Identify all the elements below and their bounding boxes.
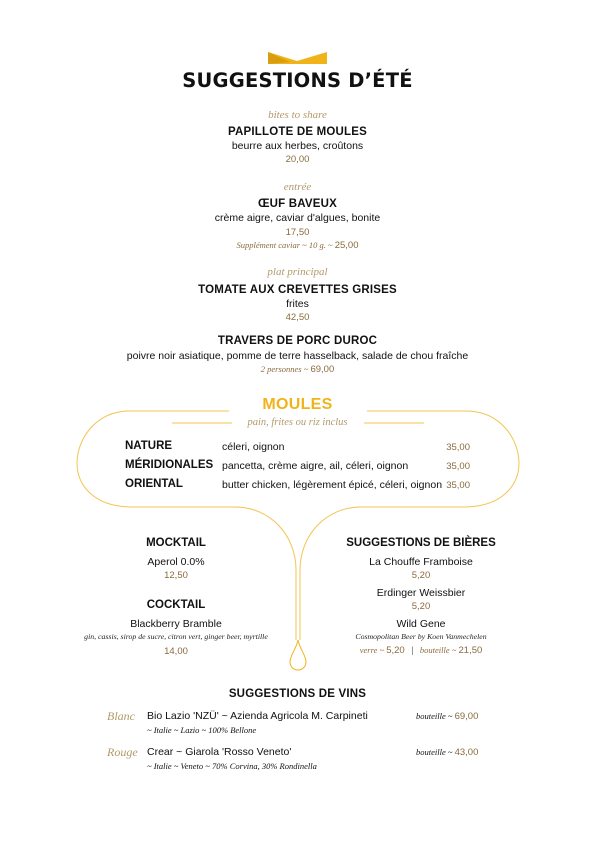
moules-row-desc: pancetta, crème aigre, ail, céleri, oignon — [222, 460, 409, 472]
section-bites-label: bites to share — [268, 109, 327, 121]
wine-price — [416, 747, 478, 758]
wine-price-value: 43,00 — [454, 747, 479, 758]
dish-papillote-price: 20,00 — [285, 154, 310, 165]
moules-title: MOULES — [262, 396, 333, 413]
dish-oeuf-desc: crème aigre, caviar d'algues, bonite — [214, 212, 381, 224]
wine-color: Blanc — [107, 709, 135, 723]
dish-tomate-name: TOMATE AUX CREVETTES GRISES — [198, 284, 397, 296]
dish-oeuf-price: 17,50 — [285, 227, 310, 238]
dish-papillote-name: PAPILLOTE DE MOULES — [227, 126, 368, 138]
moules-row-price: 35,00 — [446, 461, 470, 472]
travers-note-price: 69,00 — [310, 364, 335, 375]
wine-name: Crear ~ Giarola 'Rosso Veneto' — [147, 746, 292, 758]
moules-row-name: NATURE — [125, 440, 173, 452]
moules-row-desc: céleri, oignon — [222, 441, 285, 453]
wine-name: Bio Lazio 'NZÜ' ~ Azienda Agricola M. Carpineti — [147, 710, 368, 722]
dish-tomate-price: 42,50 — [285, 312, 310, 323]
wine-price — [416, 711, 478, 722]
gold-bowtie-icon — [268, 52, 327, 64]
bouteille-label: bouteille ~ — [419, 645, 457, 655]
dish-tomate-desc: frites — [286, 298, 309, 310]
drop-icon — [290, 640, 306, 670]
wine-price-value: 69,00 — [454, 711, 479, 722]
cocktail-name: Blackberry Bramble — [130, 618, 222, 630]
supplement-text: Supplément caviar ~ 10 g. ~ — [236, 240, 333, 250]
beer-name: Erdinger Weissbier — [376, 587, 466, 599]
moules-row-name: ORIENTAL — [125, 478, 183, 490]
moules-row-price: 35,00 — [446, 480, 470, 491]
cocktail-desc: gin, cassis, sirop de sucre, citron vert, ginger beer, myrtille — [84, 632, 268, 641]
dish-oeuf-supplement — [0, 240, 595, 251]
cocktail-price: 14,00 — [164, 646, 188, 657]
beer-price: 5,20 — [411, 601, 431, 612]
verre-price: 5,20 — [386, 645, 405, 656]
bouteille-price: 21,50 — [458, 645, 483, 656]
dish-travers-name: TRAVERS DE PORC DUROC — [217, 335, 378, 347]
beer-wild-desc: Cosmopolitan Beer by Koen Vanmechelen — [355, 632, 487, 641]
beers-title: SUGGESTIONS DE BIÈRES — [346, 537, 496, 549]
mocktail-title: MOCKTAIL — [146, 537, 206, 549]
section-plat-label: plat principal — [267, 266, 328, 278]
mocktail-price: 12,50 — [164, 570, 188, 581]
dish-oeuf-name: ŒUF BAVEUX — [257, 198, 338, 210]
beer-wild-prices — [316, 645, 526, 656]
price-separator: | — [411, 645, 414, 656]
moules-row-name: MÉRIDIONALES — [125, 459, 214, 471]
dish-travers-note — [0, 364, 595, 375]
moules-subtitle: pain, frites ou riz inclus — [247, 417, 348, 428]
wines-title: SUGGESTIONS DE VINS — [228, 688, 367, 700]
page-title: SUGGESTIONS D’ÉTÉ — [182, 69, 413, 92]
dish-travers-desc: poivre noir asiatique, pomme de terre hasselback, salade de chou fraîche — [126, 350, 469, 362]
beer-name: La Chouffe Framboise — [369, 556, 473, 568]
verre-label: verre ~ — [359, 645, 385, 655]
dish-papillote-desc: beurre aux herbes, croûtons — [231, 140, 364, 152]
wine-sub: ~ Italie ~ Veneto ~ 70% Corvina, 30% Rondinella — [147, 761, 317, 771]
wine-price-label: bouteille ~ — [416, 711, 453, 721]
cocktail-title: COCKTAIL — [146, 599, 206, 611]
beer-wild-name: Wild Gene — [396, 618, 446, 630]
wine-price-label: bouteille ~ — [416, 747, 453, 757]
moules-row-price: 35,00 — [446, 442, 470, 453]
wine-color: Rouge — [107, 745, 138, 759]
wine-sub: ~ Italie ~ Lazio ~ 100% Bellone — [147, 725, 257, 735]
mocktail-name: Aperol 0.0% — [147, 556, 205, 568]
moules-row-desc: butter chicken, légèrement épicé, céleri, oignon — [222, 479, 443, 491]
beer-price: 5,20 — [411, 570, 431, 581]
supplement-price: 25,00 — [334, 240, 359, 251]
section-entree-label: entrée — [283, 181, 312, 193]
travers-note-text: 2 personnes ~ — [260, 364, 309, 374]
